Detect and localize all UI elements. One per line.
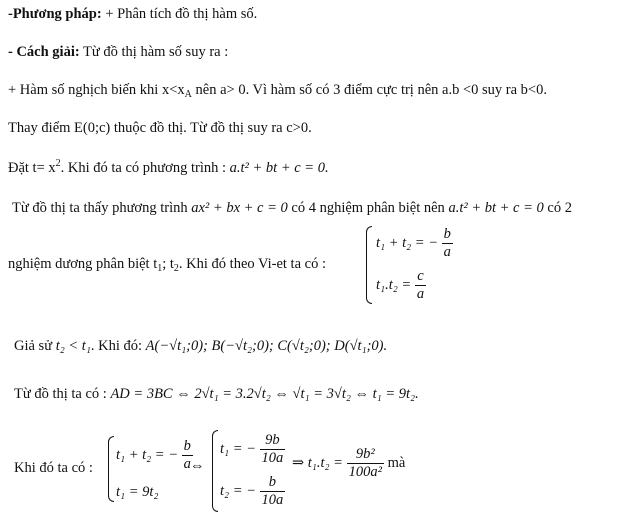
subst-sup: 2 [55, 158, 61, 169]
decreasing-rest: nên a> 0. Vì hàm số có 3 điểm cực trị nên a.b <0 suy ra b<0. [191, 82, 547, 98]
roots-text-c: có 2 [547, 200, 572, 216]
vieta-prod-num: c [417, 268, 424, 284]
vieta-eq-sum [376, 226, 453, 261]
system-eq-ratio [116, 484, 158, 501]
res-t1-num: 9b [265, 432, 280, 448]
vieta-text-c: . Khi đó theo Vi-et ta có : [178, 256, 326, 272]
vieta-eq-product [376, 268, 426, 303]
subst-text-a: Đặt t= x [8, 160, 56, 176]
roots-text-a: Từ đồ thị ta thấy phương trình [12, 200, 188, 216]
method-text: + Phân tích đồ thị hàm số. [101, 6, 258, 22]
res-prod-den: 100a² [348, 464, 382, 480]
solution-text: Từ đồ thị hàm số suy ra : [79, 44, 229, 60]
line-method [8, 6, 257, 23]
ad-bc-eq: AD = 3BC ⇔ 2√t₁ = 3.2√t₂ ⇔ √t₁ = 3√t₂ ⇔ t₁ = 9t₂. [110, 386, 419, 402]
res-prod-lhs: ⇒ t₁.t₂ = [292, 454, 343, 471]
res-t2-num: b [268, 474, 277, 490]
line-then [14, 460, 93, 477]
res-tail: mà [387, 454, 406, 471]
vieta-prod-frac [415, 268, 426, 303]
vieta-sum-den: a [443, 244, 451, 260]
iff-symbol: ⇔ [190, 458, 205, 474]
vieta-sum-num: b [443, 226, 451, 242]
sys-sum-lhs: t₁ + t₂ = − [116, 446, 178, 463]
sys-ratio: t₁ = 9t₂ [116, 484, 159, 500]
vieta-text-b: ; t [162, 256, 174, 272]
res-t1-lhs: t₁ = − [220, 440, 256, 457]
vieta-sum-lhs: t₁ + t₂ = − [376, 234, 438, 251]
roots-eq1: ax² + bx + c = 0 [191, 200, 288, 216]
line-decreasing [8, 82, 547, 100]
line-assume [14, 338, 387, 355]
point-e-text: Thay điểm E(0;c) thuộc đồ thị. Từ đồ thị suy ra c>0. [8, 120, 312, 136]
res-t2-den: 10a [261, 492, 284, 508]
vieta-prod-den: a [416, 286, 425, 302]
assume-text-b: . Khi đó: [90, 338, 143, 354]
result-product [292, 446, 405, 481]
res-t1-den: 10a [261, 450, 284, 466]
ad-bc-text: Từ đồ thị ta có : [14, 386, 107, 402]
line-point-e [8, 120, 312, 137]
line-vieta-intro: nghiệm dương phân biệt $t_1$; $t_2$. Khi đó theo Vi-et ta có : [8, 256, 326, 274]
line-solution [8, 44, 228, 61]
subst-text-b: . Khi đó ta có phương trình : [60, 160, 226, 176]
res-prod-frac [347, 446, 384, 481]
line-substitution [8, 158, 329, 177]
method-label: -Phương pháp: [8, 6, 102, 22]
vieta-brace [366, 226, 372, 304]
res-prod-num: 9b² [355, 446, 375, 462]
system-eq-sum [116, 438, 193, 473]
sys-sum-num: b [183, 438, 191, 454]
roots-eq2: a.t² + bt + c = 0 [448, 200, 544, 216]
res-t2-lhs: t₂ = − [220, 482, 256, 499]
result-eq-t1 [220, 432, 285, 467]
line-ad-bc [14, 386, 419, 403]
sys-sum-den: a [183, 456, 191, 472]
assume-text: Giả sử [14, 338, 53, 354]
vieta-prod-lhs: t₁.t₂ = [376, 276, 412, 293]
assume-eq: t₂ < t₁ [55, 338, 91, 354]
result-eq-t2 [220, 474, 285, 509]
res-t2-frac [260, 474, 286, 509]
then-text: Khi đó ta có : [14, 460, 93, 476]
roots-text-b: có 4 nghiệm phân biệt nên [291, 200, 445, 216]
system-brace [108, 436, 114, 502]
assume-points: A(−√t₁;0); B(−√t₂;0); C(√t₂;0); D(√t₁;0). [145, 338, 388, 354]
decreasing-text: + Hàm số nghịch biến khi x<x [8, 82, 185, 98]
decreasing-sub: A [184, 89, 192, 100]
res-t1-frac [260, 432, 286, 467]
line-graph-roots [12, 200, 572, 217]
solution-label: - Cách giải: [8, 44, 80, 60]
vieta-sum-frac [442, 226, 453, 261]
result-brace [212, 430, 218, 512]
subst-equation: a.t² + bt + c = 0. [229, 160, 329, 176]
vieta-text-a: nghiệm dương phân biệt t [8, 256, 158, 272]
